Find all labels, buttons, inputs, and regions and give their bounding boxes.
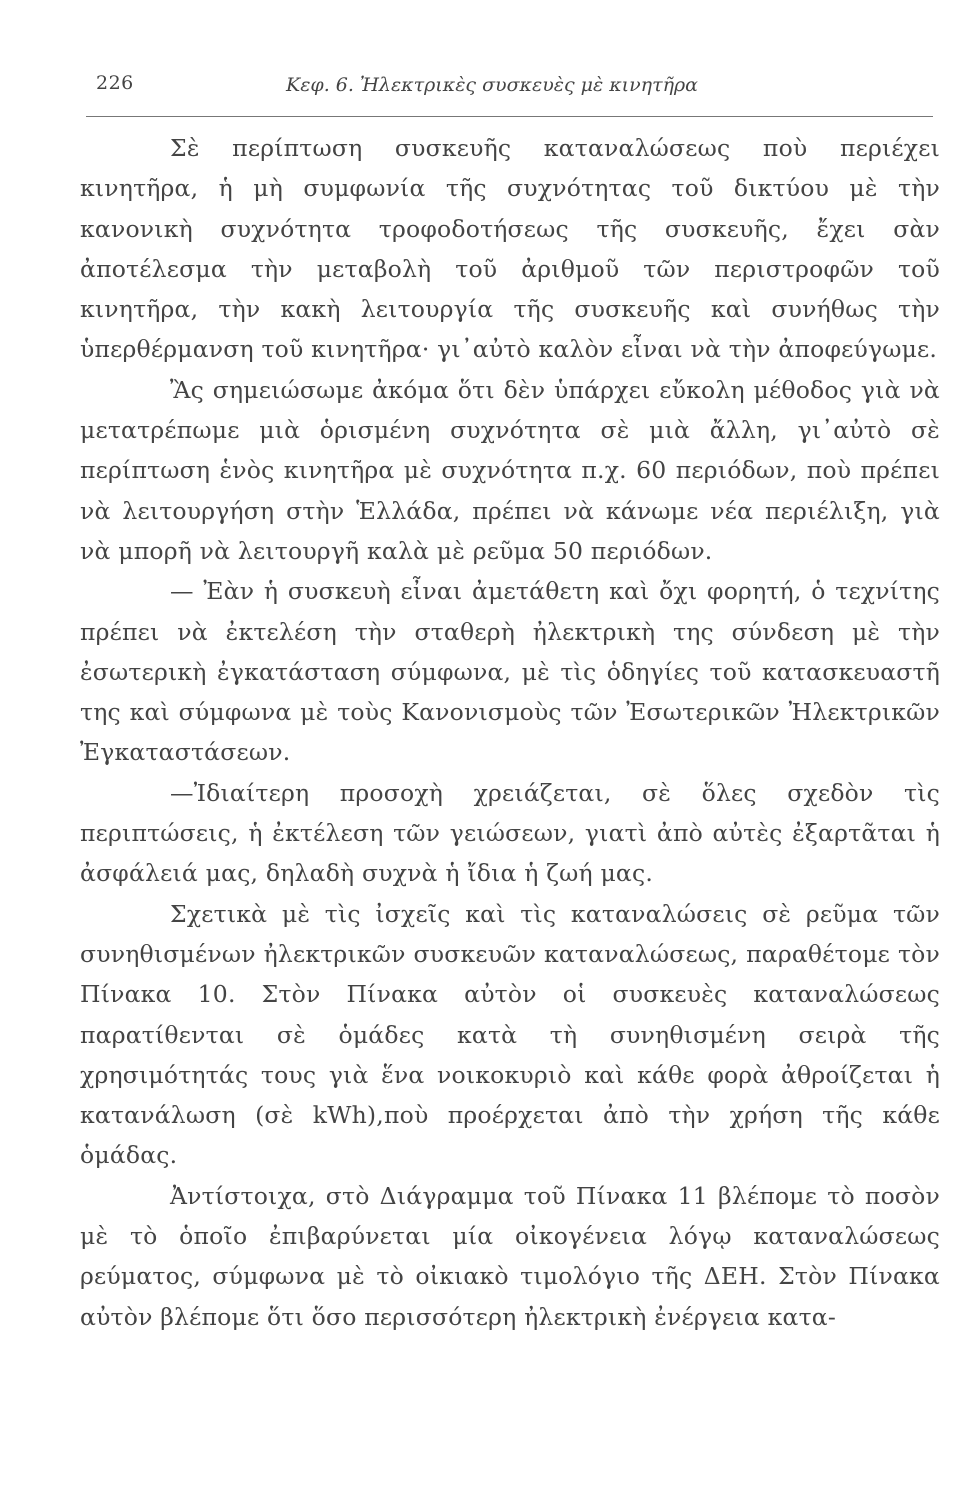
paragraph-frequency-conversion: Ἂς σημειώσωμε ἀκόμα ὅτι δὲν ὑπάρχει εὔκολη μέθοδος γιὰ νὰ μετατρέπωμε μιὰ ὁρισμένη συχνότητα σὲ μιὰ ἄλλη, γι᾽αὐτὸ σὲ περίπτωση ἑνὸς κινητῆρα μὲ συχνότητα π.χ. 60 περιόδων, ποὺ πρέπει νὰ λειτουργήση στὴν Ἑλλάδα, πρέπει νὰ κάνωμε νέα περιέλιξη, γιὰ νὰ μπορῆ νὰ λειτουργῆ καλὰ μὲ ρεῦμα 50 περιόδων. — [80, 375, 940, 565]
page-number: 226 — [96, 72, 134, 94]
header-divider — [86, 116, 933, 117]
paragraph-frequency-mismatch: Σὲ περίπτωση συσκευῆς καταναλώσεως ποὺ περιέχει κινητῆρα, ἡ μὴ συμφωνία τῆς συχνότητας τοῦ δικτύου μὲ τὴν κανονικὴ συχνότητα τροφοδοτήσεως τῆς συσκευῆς, ἔχει σὰν ἀποτέλεσμα τὴν μεταβολὴ τοῦ ἀριθμοῦ τῶν περιστροφῶν τοῦ κινητῆρα, τὴν κακὴ λειτουργία τῆς συσκευῆς καὶ συνήθως τὴν ὑπερθέρμανση τοῦ κινητῆρα· γι᾽αὐτὸ καλὸν εἶναι νὰ τὴν ἀποφεύγωμε. — [80, 134, 940, 364]
paragraph-fixed-installation: — Ἐὰν ἡ συσκευὴ εἶναι ἀμετάθετη καὶ ὄχι φορητή, ὁ τεχνίτης πρέπει νὰ ἐκτελέση τὴν σταθερὴ ἠλεκτρικὴ της σύνδεση μὲ τὴν ἐσωτερικὴ ἐγκατάσταση σύμφωνα, μὲ τὶς ὁδηγίες τοῦ κατασκευαστῆ της καὶ σύμφωνα μὲ τοὺς Κανονισμοὺς τῶν Ἐσωτερικῶν Ἠλεκτρικῶν Ἐγκαταστάσεων. — [80, 577, 940, 767]
paragraph-table-10: Σχετικὰ μὲ τὶς ἰσχεῖς καὶ τὶς καταναλώσεις σὲ ρεῦμα τῶν συνηθισμένων ἠλεκτρικῶν συσκευῶν καταναλώσεως, παραθέτομε τὸν Πίνακα 10. Στὸν Πίνακα αὐτὸν οἱ συσκευὲς καταναλώσεως παρατίθενται σὲ ὁμάδες κατὰ τὴ συνηθισμένη σειρὰ τῆς χρησιμότητάς τους γιὰ ἕνα νοικοκυριὸ καὶ κάθε φορὰ ἀθροίζεται ἡ κατανάλωση (σὲ kWh),ποὺ προέρχεται ἀπὸ τὴν χρήση τῆς κάθε ὁμάδας. — [80, 899, 940, 1170]
running-title: Κεφ. 6. Ἠλεκτρικὲς συσκευὲς μὲ κινητῆρα — [286, 74, 698, 96]
paragraph-grounding: —Ἰδιαίτερη προσοχὴ χρειάζεται, σὲ ὅλες σχεδὸν τὶς περιπτώσεις, ἡ ἐκτέλεση τῶν γειώσεων, γιατὶ ἀπὸ αὐτὲς ἐξαρτᾶται ἡ ἀσφάλειά μας, δηλαδὴ συχνὰ ἡ ἴδια ἡ ζωή μας. — [80, 778, 940, 888]
page-header — [86, 68, 933, 104]
paragraph-table-11: Ἀντίστοιχα, στὸ Διάγραμμα τοῦ Πίνακα 11 βλέπομε τὸ ποσὸν μὲ τὸ ὁποῖο ἐπιβαρύνεται μία οἰκογένεια λόγῳ καταναλώσεως ρεύματος, σύμφωνα μὲ τὸ οἰκιακὸ τιμολόγιο τῆς ΔΕΗ. Στὸν Πίνακα αὐτὸν βλέπομε ὅτι ὅσο περισσότερη ἠλεκτρικὴ ἐνέργεια κατα- — [80, 1181, 940, 1331]
body-text — [80, 128, 940, 1337]
